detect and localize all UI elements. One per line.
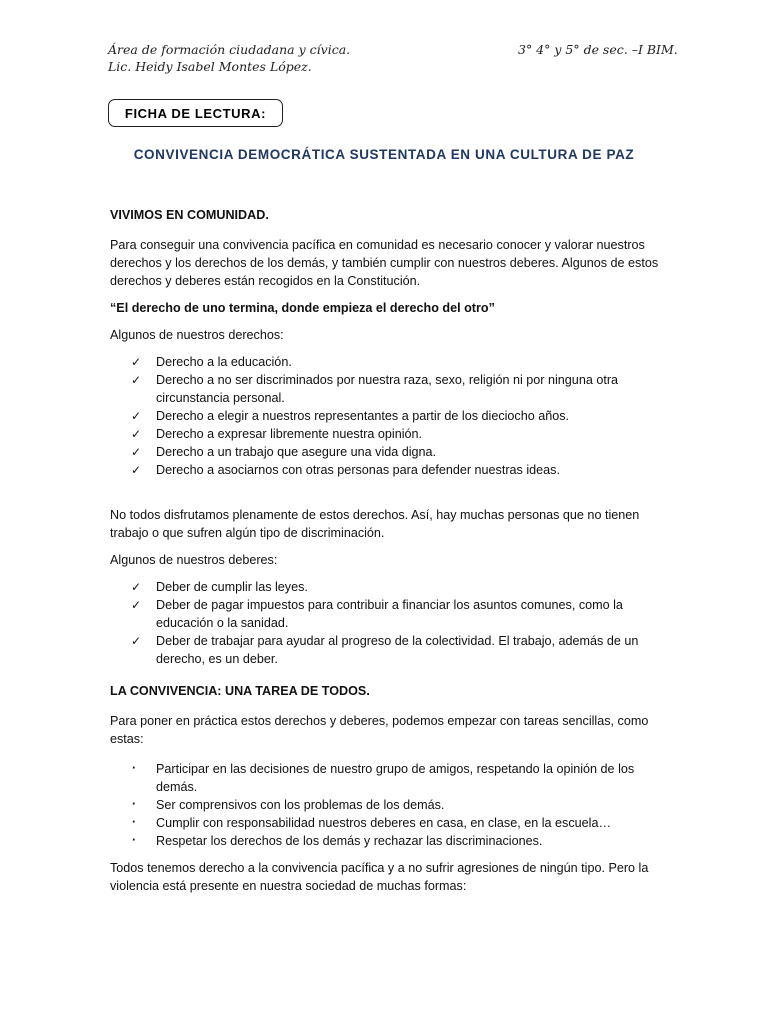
check-icon: ✓: [131, 598, 142, 612]
check-icon: ✓: [131, 427, 142, 441]
header-grade: 3° 4° y 5° de sec. –I BIM.: [518, 42, 678, 57]
rights-intro: Algunos de nuestros derechos:: [110, 328, 284, 342]
not-all-paragraph: No todos disfrutamos plenamente de estos derechos. Así, hay muchas personas que no tienen trabajo o que sufren algún tipo de discriminación.: [110, 508, 640, 540]
list-item: · Participar en las decisiones de nuestro grupo de amigos, respetando la opinión de los demás.: [132, 761, 635, 794]
quote: “El derecho de uno termina, donde empieza el derecho del otro”: [110, 301, 495, 315]
list-item: ✓ Derecho a un trabajo que asegure una vida digna.: [131, 445, 437, 459]
intro-paragraph: Para conseguir una convivencia pacífica en comunidad es necesario conocer y valorar nuestros derechos y los derechos de los demás, y también cumplir con nuestros deberes. Algunos de estos derechos y deberes están recogidos en la Constitución.: [110, 238, 659, 288]
document-title: CONVIVENCIA DEMOCRÁTICA SUSTENTADA EN UNA CULTURA DE PAZ: [133, 147, 635, 162]
list-item: ✓ Derecho a elegir a nuestros representantes a partir de los dieciocho años.: [131, 409, 570, 423]
tasks-list: [110, 760, 665, 850]
header-area: Área de formación ciudadana y cívica.: [108, 42, 351, 57]
document-body: [110, 206, 665, 904]
bullet-icon: ·: [132, 815, 137, 829]
tasks-intro: Para poner en práctica estos derechos y deberes, podemos empezar con tareas sencillas, como estas:: [110, 714, 649, 746]
list-item: · Cumplir con responsabilidad nuestros deberes en casa, en clase, en la escuela…: [132, 815, 612, 830]
check-icon: ✓: [131, 580, 142, 594]
section-heading-convivencia: LA CONVIVENCIA: UNA TAREA DE TODOS.: [110, 684, 370, 698]
bullet-icon: ·: [132, 761, 137, 775]
list-item: ✓ Derecho a la educación.: [131, 355, 292, 369]
list-item: · Respetar los derechos de los demás y rechazar las discriminaciones.: [132, 833, 543, 848]
check-icon: ✓: [131, 634, 142, 648]
list-item: ✓ Deber de pagar impuestos para contribuir a financiar los asuntos comunes, como la educación o la sanidad.: [131, 598, 623, 630]
list-item: ✓ Deber de cumplir las leyes.: [131, 580, 308, 594]
section-heading-comunidad: VIVIMOS EN COMUNIDAD.: [110, 208, 269, 222]
list-item: ✓ Derecho a asociarnos con otras personas para defender nuestras ideas.: [131, 463, 560, 477]
ficha-label: FICHA DE LECTURA:: [124, 105, 267, 121]
list-item: ✓ Derecho a no ser discriminados por nuestra raza, sexo, religión ni por ninguna otra circunstancia personal.: [131, 373, 619, 405]
duties-intro: Algunos de nuestros deberes:: [110, 553, 278, 567]
ficha-label-box: [108, 99, 283, 127]
check-icon: ✓: [131, 355, 142, 369]
closing-paragraph: Todos tenemos derecho a la convivencia pacífica y a no sufrir agresiones de ningún tipo. Pero la violencia está presente en nuestra sociedad de muchas formas:: [110, 861, 649, 893]
duties-list: [110, 578, 665, 668]
check-icon: ✓: [131, 463, 142, 477]
header-teacher: Lic. Heidy Isabel Montes López.: [108, 59, 312, 74]
bullet-icon: ·: [132, 797, 137, 811]
list-item: · Ser comprensivos con los problemas de los demás.: [132, 797, 445, 812]
check-icon: ✓: [131, 409, 142, 423]
list-item: ✓ Derecho a expresar libremente nuestra opinión.: [131, 427, 423, 441]
list-item: ✓ Deber de trabajar para ayudar al progreso de la colectividad. El trabajo, además de un derecho, es un deber.: [131, 634, 639, 666]
check-icon: ✓: [131, 445, 142, 459]
rights-list: [110, 353, 665, 479]
bullet-icon: ·: [132, 833, 137, 847]
check-icon: ✓: [131, 373, 142, 387]
